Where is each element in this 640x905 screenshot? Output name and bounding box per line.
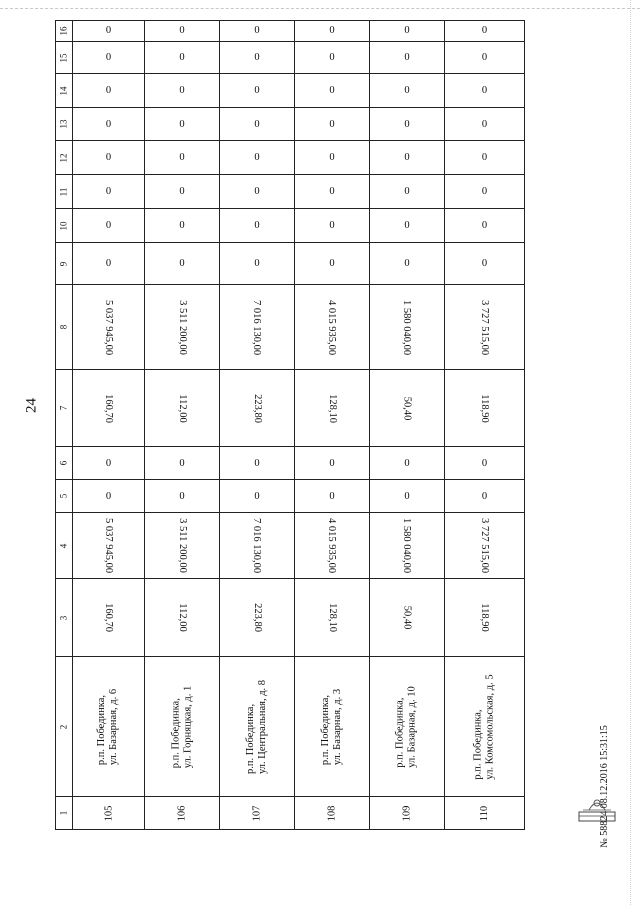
table-cell xyxy=(145,175,220,209)
table-cell xyxy=(370,579,445,657)
table-cell xyxy=(145,513,220,579)
table-cell xyxy=(145,74,220,108)
cell-value: 112,00 xyxy=(176,603,188,632)
table-cell xyxy=(73,108,145,141)
cell-value: 50,40 xyxy=(401,605,413,630)
cell-value: 3 727 515,00 xyxy=(479,517,490,574)
table-cell xyxy=(220,797,295,830)
address-text xyxy=(170,685,194,768)
cell-value: 0 xyxy=(329,490,335,502)
table-cell xyxy=(445,243,525,285)
header-label: 10 xyxy=(58,221,69,230)
table-cell xyxy=(145,657,220,797)
table-cell xyxy=(295,480,370,513)
address-line: ул. Базарная, д. 6 xyxy=(108,688,120,765)
table-cell xyxy=(73,20,145,42)
table-cell xyxy=(445,209,525,243)
header-cell-3 xyxy=(55,579,73,657)
table-cell xyxy=(73,797,145,830)
table-cell xyxy=(73,175,145,209)
table-cell xyxy=(145,370,220,447)
table-cell xyxy=(73,370,145,447)
table-cell xyxy=(370,243,445,285)
cell-value: 0 xyxy=(481,457,488,469)
header-cell-11 xyxy=(55,175,73,209)
cell-value: 0 xyxy=(404,85,410,96)
table-cell xyxy=(445,447,525,480)
header-cell-8 xyxy=(55,285,73,370)
cell-value: 0 xyxy=(105,118,112,130)
table-cell xyxy=(73,74,145,108)
cell-value: 0 xyxy=(329,220,335,231)
address-text xyxy=(245,679,269,773)
cell-value: 4 015 935,00 xyxy=(326,299,338,355)
table-cell xyxy=(220,175,295,209)
header-label: 1 xyxy=(58,810,69,816)
table-cell xyxy=(445,480,525,513)
scan-right-edge xyxy=(630,0,632,905)
cell-value: 0 xyxy=(404,25,410,36)
table-cell xyxy=(370,447,445,480)
table-cell xyxy=(220,480,295,513)
header-label: 3 xyxy=(58,615,69,620)
table-cell xyxy=(220,74,295,108)
row-number: 110 xyxy=(479,805,490,821)
cell-value: 3 727 515,00 xyxy=(479,299,490,355)
header-cell-14 xyxy=(55,74,73,108)
table-cell xyxy=(220,108,295,141)
cell-value: 0 xyxy=(179,85,185,96)
table-cell xyxy=(445,42,525,74)
table-cell xyxy=(295,20,370,42)
header-label: 12 xyxy=(58,153,69,162)
cell-value: 0 xyxy=(105,25,112,36)
cell-value: 0 xyxy=(481,152,488,163)
registry-logo-icon xyxy=(577,790,617,824)
table-cell xyxy=(73,285,145,370)
table-cell xyxy=(445,579,525,657)
header-cell-10 xyxy=(55,209,73,243)
table-cell xyxy=(445,513,525,579)
row-number: 106 xyxy=(176,805,188,821)
table-cell xyxy=(220,657,295,797)
header-label: 5 xyxy=(58,493,69,499)
cell-value: 0 xyxy=(404,490,410,502)
table-cell xyxy=(370,370,445,447)
table-cell xyxy=(370,797,445,830)
table-cell xyxy=(295,74,370,108)
header-label: 9 xyxy=(58,261,69,266)
cell-value: 223,80 xyxy=(251,603,263,632)
scan-edge-dashes xyxy=(0,8,640,11)
table-cell xyxy=(145,285,220,370)
table-cell xyxy=(445,74,525,108)
table-cell xyxy=(370,74,445,108)
header-label: 11 xyxy=(58,187,69,196)
table-cell xyxy=(295,209,370,243)
cell-value: 0 xyxy=(105,490,112,502)
cell-value: 1 580 040,00 xyxy=(401,299,413,355)
address-text xyxy=(97,688,121,764)
cell-value: 0 xyxy=(481,52,488,63)
cell-value: 118,90 xyxy=(479,393,490,423)
header-label: 14 xyxy=(58,86,69,95)
table-cell xyxy=(445,370,525,447)
table-cell xyxy=(145,579,220,657)
table-cell xyxy=(145,108,220,141)
table-cell xyxy=(220,42,295,74)
table-cell xyxy=(370,42,445,74)
cell-value: 0 xyxy=(254,490,260,502)
table-cell xyxy=(220,285,295,370)
address-line: ул. Комсомольская, д. 5 xyxy=(484,673,496,780)
table-cell xyxy=(370,108,445,141)
table-cell xyxy=(73,42,145,74)
cell-value: 0 xyxy=(254,85,260,96)
table-cell xyxy=(220,447,295,480)
table-cell xyxy=(295,108,370,141)
table-cell xyxy=(220,141,295,175)
table-cell xyxy=(370,175,445,209)
cell-value: 0 xyxy=(481,186,488,197)
cell-value: 118,90 xyxy=(479,603,490,632)
table-cell xyxy=(295,243,370,285)
header-label: 7 xyxy=(58,405,69,411)
table-cell xyxy=(295,657,370,797)
cell-value: 0 xyxy=(105,258,112,269)
cell-value: 128,10 xyxy=(326,393,338,423)
table-cell xyxy=(220,370,295,447)
row-number: 107 xyxy=(251,805,263,821)
table-cell xyxy=(145,797,220,830)
table-cell xyxy=(220,20,295,42)
address-line: ул. Горняцкая, д. 1 xyxy=(182,685,193,768)
header-cell-6 xyxy=(55,447,73,480)
header-cell-16 xyxy=(55,20,73,42)
table-cell xyxy=(370,141,445,175)
header-cell-7 xyxy=(55,370,73,447)
cell-value: 5 037 945,00 xyxy=(103,299,114,355)
address-line: р.п. Побединка, xyxy=(170,697,181,768)
table-cell xyxy=(73,243,145,285)
cell-value: 0 xyxy=(481,258,488,269)
cell-value: 0 xyxy=(105,186,112,197)
table-cell xyxy=(295,285,370,370)
cell-value: 0 xyxy=(329,457,335,469)
cell-value: 0 xyxy=(254,52,260,63)
table-cell xyxy=(145,42,220,74)
table-cell xyxy=(220,209,295,243)
cell-value: 0 xyxy=(254,152,260,163)
header-label: 4 xyxy=(58,543,69,548)
address-text xyxy=(473,674,497,779)
table-cell xyxy=(220,513,295,579)
table-cell xyxy=(295,513,370,579)
header-label: 13 xyxy=(58,119,69,129)
table-cell xyxy=(73,447,145,480)
header-cell-9 xyxy=(55,243,73,285)
table-cell xyxy=(445,20,525,42)
cell-value: 128,10 xyxy=(326,603,338,632)
table-cell xyxy=(295,42,370,74)
table-cell xyxy=(73,209,145,243)
cell-value: 223,80 xyxy=(251,393,263,423)
page-number: 24 xyxy=(23,398,40,413)
address-text xyxy=(320,688,344,764)
table-cell xyxy=(73,657,145,797)
address-line: р.п. Побединка, xyxy=(395,697,407,768)
cell-value: 0 xyxy=(481,490,488,502)
address-line: ул. Базарная, д. 10 xyxy=(407,685,419,768)
cell-value: 1 580 040,00 xyxy=(401,517,413,574)
table-cell xyxy=(145,447,220,480)
address-text xyxy=(395,686,419,767)
address-line: р.п. Побединка, xyxy=(320,694,332,765)
cell-value: 160,70 xyxy=(103,603,114,632)
cell-value: 0 xyxy=(404,186,410,197)
table-cell xyxy=(73,579,145,657)
cell-value: 0 xyxy=(404,220,410,231)
cell-value: 0 xyxy=(179,25,185,36)
cell-value: 0 xyxy=(481,220,488,231)
header-cell-13 xyxy=(55,108,73,141)
cell-value: 0 xyxy=(254,186,260,197)
header-cell-12 xyxy=(55,141,73,175)
header-label: 15 xyxy=(58,53,69,62)
table-cell xyxy=(73,141,145,175)
cell-value: 0 xyxy=(179,186,185,197)
header-cell-5 xyxy=(55,480,73,513)
cell-value: 0 xyxy=(329,152,335,163)
cell-value: 0 xyxy=(329,258,335,269)
row-number: 109 xyxy=(401,805,413,821)
table-cell xyxy=(370,20,445,42)
cell-value: 3 511 200,00 xyxy=(176,299,188,355)
address-line: р.п. Побединка, xyxy=(472,708,484,780)
cell-value: 7 016 130,00 xyxy=(251,517,263,574)
table-cell xyxy=(220,243,295,285)
header-label: 8 xyxy=(58,324,69,330)
cell-value: 0 xyxy=(254,25,260,36)
address-line: ул. Базарная, д. 3 xyxy=(332,688,344,765)
document-stamp-text: № 58824 08.12.2016 15:31:15 xyxy=(598,724,610,848)
table-cell xyxy=(295,579,370,657)
table-cell xyxy=(145,209,220,243)
header-cell-2 xyxy=(55,657,73,797)
header-label: 16 xyxy=(58,26,69,35)
header-label: 2 xyxy=(58,724,69,729)
cell-value: 0 xyxy=(254,118,260,130)
cell-value: 0 xyxy=(404,457,410,469)
table-cell xyxy=(295,175,370,209)
cell-value: 0 xyxy=(254,258,260,269)
header-label: 6 xyxy=(58,460,69,466)
table-cell xyxy=(73,513,145,579)
table-cell xyxy=(445,285,525,370)
address-line: ул. Центральная, д. 8 xyxy=(257,679,268,774)
cell-value: 0 xyxy=(254,220,260,231)
cell-value: 0 xyxy=(329,118,335,130)
cell-value: 5 037 945,00 xyxy=(103,517,114,574)
table-cell xyxy=(295,447,370,480)
cell-value: 0 xyxy=(329,52,335,63)
header-cell-1 xyxy=(55,797,73,830)
cell-value: 0 xyxy=(105,52,112,63)
cell-value: 0 xyxy=(179,118,185,130)
cell-value: 0 xyxy=(105,220,112,231)
address-line: р.п. Побединка, xyxy=(96,694,108,765)
cell-value: 7 016 130,00 xyxy=(251,299,263,355)
cell-value: 4 015 935,00 xyxy=(326,517,338,574)
table-cell xyxy=(445,175,525,209)
table-cell xyxy=(145,141,220,175)
table-cell xyxy=(445,657,525,797)
table-cell xyxy=(370,209,445,243)
table-cell xyxy=(370,513,445,579)
table-cell xyxy=(220,579,295,657)
row-number: 105 xyxy=(103,805,114,821)
cell-value: 0 xyxy=(481,85,488,96)
data-table xyxy=(55,20,525,830)
cell-value: 0 xyxy=(481,118,488,130)
cell-value: 0 xyxy=(105,152,112,163)
cell-value: 0 xyxy=(105,457,112,469)
cell-value: 0 xyxy=(179,457,185,469)
table-cell xyxy=(145,480,220,513)
cell-value: 3 511 200,00 xyxy=(176,518,188,573)
cell-value: 160,70 xyxy=(103,393,114,423)
cell-value: 0 xyxy=(329,186,335,197)
cell-value: 0 xyxy=(404,52,410,63)
table-cell xyxy=(370,480,445,513)
cell-value: 0 xyxy=(329,85,335,96)
table-cell xyxy=(370,285,445,370)
table-cell xyxy=(295,797,370,830)
table-cell xyxy=(445,108,525,141)
header-cell-4 xyxy=(55,513,73,579)
cell-value: 50,40 xyxy=(401,396,413,420)
table-cell xyxy=(445,141,525,175)
header-cell-15 xyxy=(55,42,73,74)
table-cell xyxy=(445,797,525,830)
cell-value: 112,00 xyxy=(176,393,188,423)
cell-value: 0 xyxy=(481,25,488,36)
cell-value: 0 xyxy=(254,457,260,469)
table-cell xyxy=(295,141,370,175)
cell-value: 0 xyxy=(404,258,410,269)
table-cell xyxy=(145,20,220,42)
table-cell xyxy=(370,657,445,797)
cell-value: 0 xyxy=(404,118,410,130)
cell-value: 0 xyxy=(105,85,112,96)
table-cell xyxy=(145,243,220,285)
cell-value: 0 xyxy=(179,152,185,163)
cell-value: 0 xyxy=(179,220,185,231)
cell-value: 0 xyxy=(179,490,185,502)
table-cell xyxy=(295,370,370,447)
row-number: 108 xyxy=(326,805,338,821)
address-line: р.п. Побединка, xyxy=(245,703,256,774)
cell-value: 0 xyxy=(179,52,185,63)
table-cell xyxy=(73,480,145,513)
cell-value: 0 xyxy=(404,152,410,163)
cell-value: 0 xyxy=(329,25,335,36)
cell-value: 0 xyxy=(179,258,185,269)
